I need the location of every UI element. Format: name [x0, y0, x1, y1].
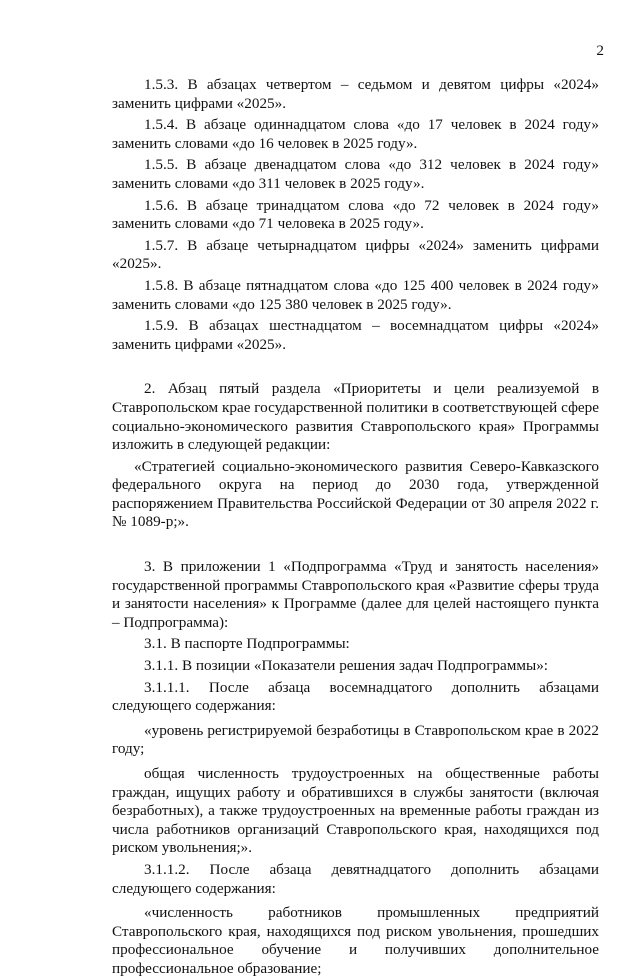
paragraph-1-5-7: 1.5.7. В абзаце четырнадцатом цифры «2024» заменить цифрами «2025». — [112, 236, 599, 273]
paragraph-3-1-1-2: 3.1.1.2. После абзаца девятнадцатого дополнить абзацами следующего содержания: — [112, 860, 599, 897]
quoted-workers-training: «численность работников промышленных предприятий Ставропольского края, находящихся под риском увольнения, прошедших профессиональное обучение и получивших дополнительное профессиональное образование; — [112, 904, 599, 977]
paragraph-1-5-5: 1.5.5. В абзаце двенадцатом слова «до 312 человек в 2024 году» заменить словами «до 311 человек в 2025 году». — [112, 156, 599, 192]
paragraph-1-5-9: 1.5.9. В абзацах шестнадцатом – восемнадцатом цифры «2024» заменить цифрами «2025». — [112, 317, 599, 353]
quoted-strategy-text: «Стратегией социально-экономического развития Северо-Кавказского федерального округа на период до 2030 года, утвержденной распоряжением Правительства Российской Федерации от 30 апреля 2022 г. № 1089-р;». — [112, 457, 599, 531]
paragraph-3: 3. В приложении 1 «Подпрограмма «Труд и занятость населения» государственной программы Ставропольского края «Развитие сферы труда и занятости населения» к Программе (далее для целей настоящего пункта – Подпрограмма): — [112, 558, 599, 631]
quoted-employment-count: общая численность трудоустроенных на общественные работы граждан, ищущих работу и обратившихся в службы занятости (включая безработных), а также трудоустроенных на временные работы граждан из числа работников организаций Ставропольского края, находящихся под риском увольнения;». — [112, 765, 599, 857]
paragraph-1-5-4: 1.5.4. В абзаце одиннадцатом слова «до 17 человек в 2024 году» заменить словами «до 16 человек в 2025 году». — [112, 116, 599, 152]
page-number: 2 — [596, 42, 604, 59]
paragraph-3-1-1: 3.1.1. В позиции «Показатели решения задач Подпрограммы»: — [144, 657, 549, 675]
quoted-unemployment-level: «уровень регистрируемой безработицы в Ставропольском крае в 2022 году; — [112, 721, 599, 758]
paragraph-2: 2. Абзац пятый раздела «Приоритеты и цели реализуемой в Ставропольском крае государственной политики в соответствующей сфере социально-экономического развития Ставропольского края» Программы изложить в следующей редакции: — [112, 380, 599, 454]
paragraph-3-1-1-1: 3.1.1.1. После абзаца восемнадцатого дополнить абзацами следующего содержания: — [112, 678, 599, 715]
document-body — [112, 76, 599, 979]
paragraph-1-5-6: 1.5.6. В абзаце тринадцатом слова «до 72 человек в 2024 году» заменить словами «до 71 человека в 2025 году». — [112, 196, 599, 233]
paragraph-1-5-8: 1.5.8. В абзаце пятнадцатом слова «до 125 400 человек в 2024 году» заменить словами «до 125 380 человек в 2025 году». — [112, 276, 599, 313]
paragraph-3-1: 3.1. В паспорте Подпрограммы: — [144, 635, 350, 653]
paragraph-1-5-3: 1.5.3. В абзацах четвертом – седьмом и девятом цифры «2024» заменить цифрами «2025». — [112, 76, 599, 112]
